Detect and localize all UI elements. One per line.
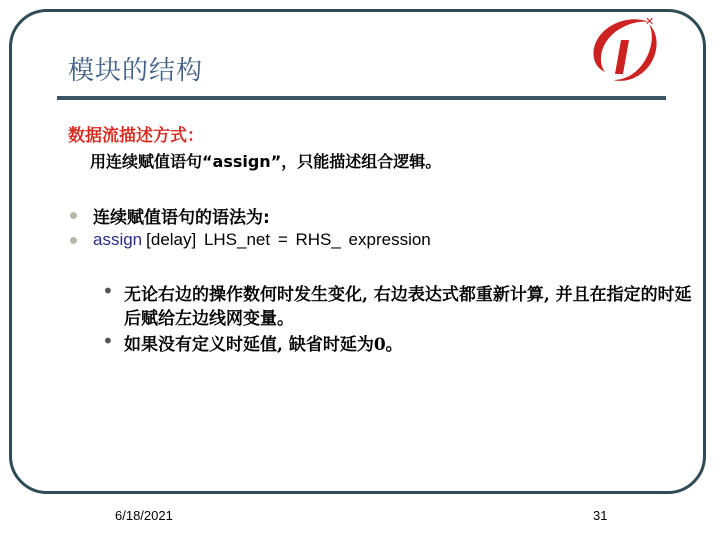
assign-keyword: assign: [93, 230, 143, 249]
syntax-text: [delay] LHS_net = RHS_ expression: [146, 230, 431, 249]
slide-title: 模块的结构: [68, 56, 204, 86]
bullet-item: [70, 230, 431, 250]
sub-bullet-text: 无论右边的操作数何时发生变化, 右边表达式都重新计算, 并且在指定的时延后赋给左边线网变量。: [124, 285, 692, 329]
title-divider: [57, 96, 666, 100]
intro-text: 用连续赋值语句“assign”，只能描述组合逻辑。: [90, 152, 442, 171]
bullet-dot-icon: [70, 212, 77, 219]
logo-icon: [583, 10, 665, 90]
sub-bullet-dot-icon: •: [102, 279, 114, 303]
section-heading: 数据流描述方式：: [68, 126, 204, 146]
footer-date: 6/18/2021: [115, 508, 173, 523]
svg-text:✕: ✕: [645, 15, 655, 28]
sub-bullet-item: [102, 279, 699, 331]
page-number: 31: [593, 508, 608, 523]
sub-bullet-item: [102, 329, 699, 357]
bullet-item: [70, 203, 270, 228]
bullet-dot-icon: [70, 237, 77, 244]
bullet-text: 连续赋值语句的语法为:: [93, 208, 270, 228]
sub-bullet-dot-icon: •: [102, 329, 114, 353]
sub-bullet-text: 如果没有定义时延值, 缺省时延为0。: [124, 335, 403, 355]
